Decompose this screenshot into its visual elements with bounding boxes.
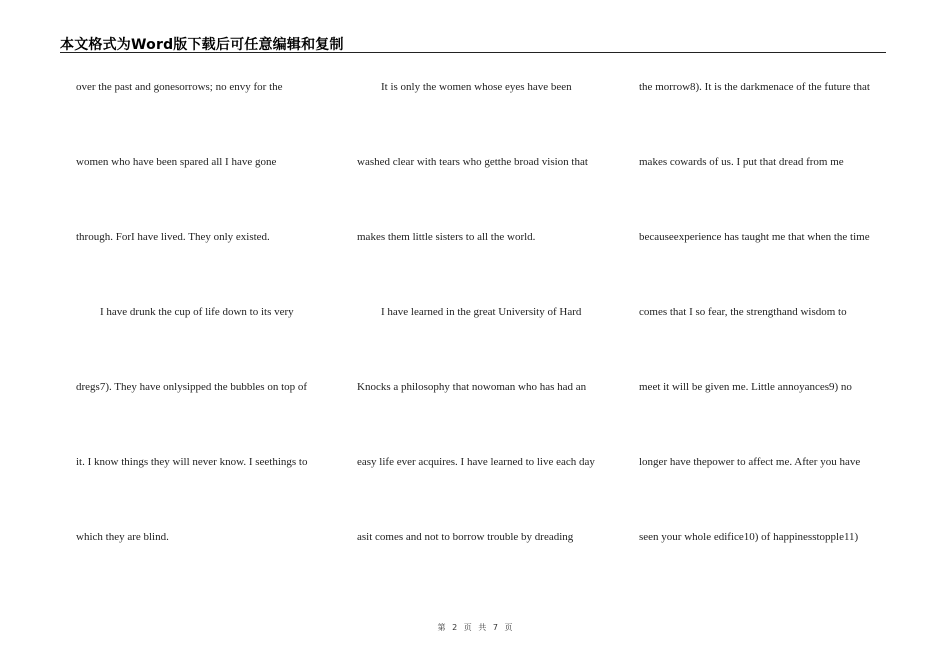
total-pages: 7 (492, 623, 498, 632)
text-line: the morrow8). It is the darkmenace of the future that (639, 81, 870, 93)
page-prefix: 第 (437, 623, 446, 632)
text-line: It is only the women whose eyes have been (381, 81, 572, 93)
text-line: I have drunk the cup of life down to its very (100, 306, 294, 318)
text-line: asit comes and not to borrow trouble by dreading (357, 531, 574, 543)
text-line: becauseexperience has taught me that when the time (639, 231, 870, 243)
text-line: easy life ever acquires. I have learned to live each day (357, 456, 595, 468)
page-footer (0, 622, 950, 633)
text-line: dregs7). They have onlysipped the bubbles on top of (76, 381, 308, 393)
text-line: it. I know things they will never know. I seethings to (76, 456, 308, 468)
header-divider (60, 52, 886, 53)
text-line: seen your whole edifice10) of happinesstopple11) (639, 531, 859, 543)
text-line: meet it will be given me. Little annoyances9) no (639, 381, 852, 393)
text-line: longer have thepower to affect me. After you have (639, 456, 861, 468)
text-line: over the past and gonesorrows; no envy for the (76, 81, 283, 93)
text-line: which they are blind. (76, 531, 169, 543)
text-line: women who have been spared all I have gone (76, 156, 277, 168)
text-line: washed clear with tears who getthe broad vision that (357, 156, 588, 168)
page-unit: 页 (463, 623, 472, 632)
text-line: makes them little sisters to all the world. (357, 231, 536, 243)
document-title: 本文格式为Word版下载后可任意编辑和复制 (60, 37, 344, 53)
text-column-2 (357, 80, 612, 605)
text-line: Knocks a philosophy that nowoman who has had an (357, 381, 587, 393)
text-line: comes that I so fear, the strengthand wisdom to (639, 306, 847, 318)
total-unit: 页 (504, 623, 513, 632)
text-line: makes cowards of us. I put that dread from me (639, 156, 844, 168)
text-line: I have learned in the great University of Hard (381, 306, 582, 318)
total-prefix: 共 (478, 623, 487, 632)
text-line: through. ForI have lived. They only existed. (76, 231, 270, 243)
text-column-1 (76, 80, 331, 605)
text-column-3 (639, 80, 889, 605)
page-number: 2 (452, 623, 458, 632)
